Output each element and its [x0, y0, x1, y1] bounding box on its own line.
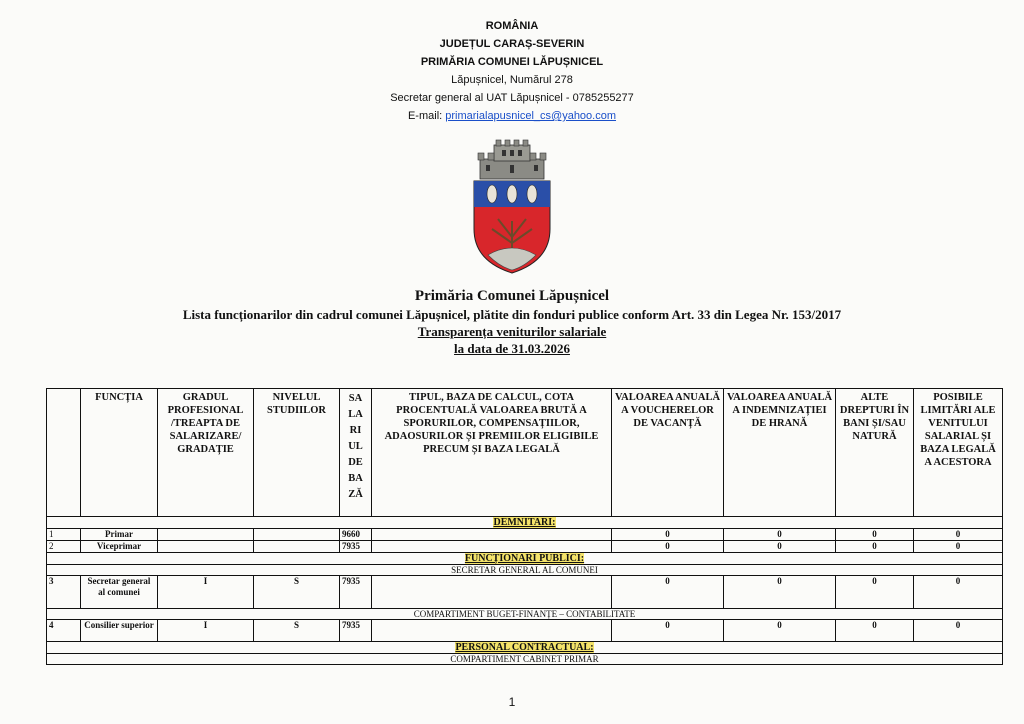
row-alte: 0	[836, 541, 914, 553]
row-nr: 2	[47, 541, 81, 553]
table-row	[47, 576, 1003, 609]
row-nr: 1	[47, 529, 81, 541]
row-studii	[254, 529, 340, 541]
row-functia: Viceprimar	[81, 541, 158, 553]
document-titles	[0, 286, 1024, 357]
address: Lăpușnicel, Numărul 278	[451, 74, 573, 86]
col-functia: FUNCȚIA	[81, 389, 158, 517]
row-limitari: 0	[914, 541, 1003, 553]
row-salariu: 7935	[340, 576, 372, 609]
table-row	[47, 541, 1003, 553]
row-nr: 3	[47, 576, 81, 609]
email-label: E-mail:	[407, 110, 443, 122]
section-demnitari: DEMNITARI:	[47, 517, 1003, 529]
row-limitari: 0	[914, 620, 1003, 642]
col-limitari: POSIBILE LIMITĂRI ALE VENITULUI SALARIAL ȘI BAZA LEGALĂ A ACESTORA	[914, 389, 1003, 517]
row-hrana: 0	[724, 576, 836, 609]
row-salariu: 7935	[340, 620, 372, 642]
col-hrana: VALOAREA ANUALĂ A INDEMNIZAȚIEI DE HRANĂ	[724, 389, 836, 517]
email-link[interactable]: primarialapusnicel_cs@yahoo.com	[445, 110, 617, 122]
row-salariu: 7935	[340, 541, 372, 553]
row-grad: I	[158, 576, 254, 609]
col-tipul: TIPUL, BAZA DE CALCUL, COTA PROCENTUALĂ VALOAREA BRUTĂ A SPORURILOR, COMPENSAȚIILOR, ADAOSURILOR ȘI PREMIILOR ELIGIBILE PRECUM ȘI BAZA LEGALĂ	[372, 389, 612, 517]
secretary-contact: Secretar general al UAT Lăpușnicel - 0785255277	[390, 92, 634, 104]
row-functia: Primar	[81, 529, 158, 541]
col-vouchere: VALOAREA ANUALĂ A VOUCHERELOR DE VACANȚĂ	[612, 389, 724, 517]
county-name: JUDEȚUL CARAȘ-SEVERIN	[439, 38, 585, 50]
table-row	[47, 529, 1003, 541]
col-salariu: SA LA RI UL DE BA ZĂ	[340, 389, 372, 517]
row-limitari: 0	[914, 576, 1003, 609]
subsection-secretar-general: SECRETAR GENERAL AL COMUNEI	[47, 565, 1003, 576]
row-vouchere: 0	[612, 576, 724, 609]
subsection-buget: COMPARTIMENT BUGET-FINANȚE – CONTABILITATE	[47, 609, 1003, 620]
transparency-title: Transparența veniturilor salariale	[417, 324, 607, 339]
table-row	[47, 620, 1003, 642]
row-alte: 0	[836, 576, 914, 609]
row-studii: S	[254, 576, 340, 609]
date-title: la data de 31.03.2026	[454, 341, 570, 356]
row-alte: 0	[836, 529, 914, 541]
col-studii: NIVELUL STUDIILOR	[254, 389, 340, 517]
row-nr: 4	[47, 620, 81, 642]
row-vouchere: 0	[612, 529, 724, 541]
subsection-cabinet: COMPARTIMENT CABINET PRIMAR	[47, 654, 1003, 665]
row-functia: Consilier superior	[81, 620, 158, 642]
col-alte: ALTE DREPTURI ÎN BANI ȘI/SAU NATURĂ	[836, 389, 914, 517]
institution-title: Primăria Comunei Lăpușnicel	[414, 288, 610, 304]
row-studii: S	[254, 620, 340, 642]
col-nr	[47, 389, 81, 517]
letterhead	[0, 17, 1024, 125]
row-tipul	[372, 541, 612, 553]
row-vouchere: 0	[612, 541, 724, 553]
section-functionari: FUNCȚIONARI PUBLICI:	[47, 553, 1003, 565]
section-personal-contractual: PERSONAL CONTRACTUAL:	[47, 642, 1003, 654]
list-title: Lista funcționarilor din cadrul comunei Lăpușnicel, plătite din fonduri publice conform Art. 33 din Legea Nr. 153/2017	[182, 307, 842, 322]
row-functia: Secretar general al comunei	[81, 576, 158, 609]
coat-of-arms-icon	[462, 137, 562, 277]
row-grad: I	[158, 620, 254, 642]
row-grad	[158, 529, 254, 541]
row-hrana: 0	[724, 529, 836, 541]
row-limitari: 0	[914, 529, 1003, 541]
row-studii	[254, 541, 340, 553]
col-grad: GRADUL PROFESIONAL /TREAPTA DE SALARIZARE/ GRADAȚIE	[158, 389, 254, 517]
row-hrana: 0	[724, 541, 836, 553]
page-number: 1	[508, 695, 516, 709]
row-grad	[158, 541, 254, 553]
office-name: PRIMĂRIA COMUNEI LĂPUȘNICEL	[420, 56, 604, 68]
email-line	[0, 107, 1024, 125]
row-tipul	[372, 620, 612, 642]
row-tipul	[372, 529, 612, 541]
country-name: ROMÂNIA	[485, 20, 539, 32]
row-salariu: 9660	[340, 529, 372, 541]
row-hrana: 0	[724, 620, 836, 642]
table-header-row	[47, 389, 1003, 517]
row-tipul	[372, 576, 612, 609]
row-vouchere: 0	[612, 620, 724, 642]
salary-table	[46, 388, 1003, 665]
row-alte: 0	[836, 620, 914, 642]
